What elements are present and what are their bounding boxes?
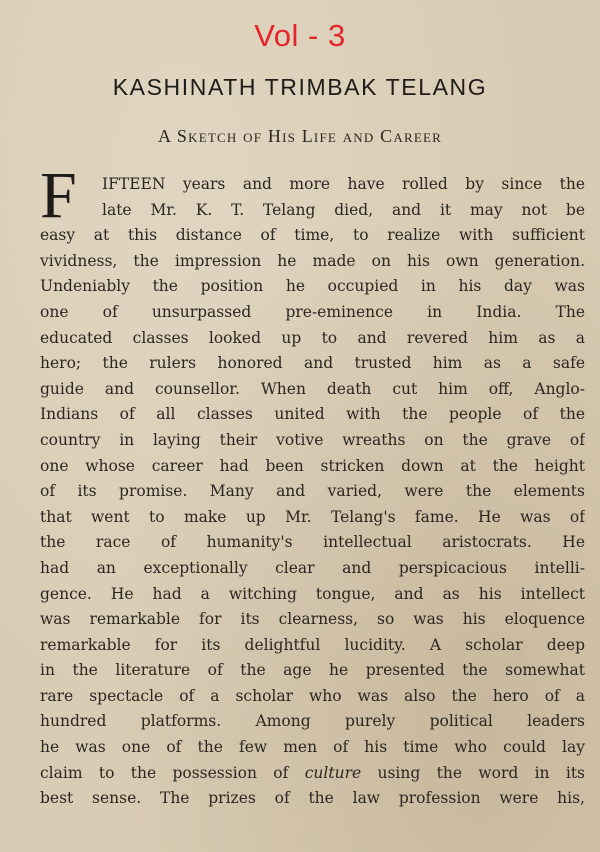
body-line: vividness, the impression he made on his own generation. — [40, 251, 585, 270]
body-line: was remarkable for its clearness, so was his eloquence — [40, 610, 585, 629]
body-line: remarkable for its delightful lucidity. A scholar deep — [40, 635, 585, 654]
body-line: the race of humanity's intellectual aristocrats. He — [40, 533, 585, 552]
body-line: one of unsurpassed pre-eminence in India. The — [40, 302, 585, 321]
article-title: KASHINATH TRIMBAK TELANG — [112, 74, 488, 100]
body-line: he was one of the few men of his time who could lay — [40, 738, 585, 757]
body-line: Undeniably the position he occupied in his day was — [40, 277, 585, 296]
body-line: hero; the rulers honored and trusted him as a safe — [40, 354, 585, 373]
volume-label: Vol - 3 — [254, 18, 346, 53]
body-line: late Mr. K. T. Telang died, and it may not be — [102, 200, 585, 219]
body-line: easy at this distance of time, to realize with sufficient — [40, 226, 585, 245]
emphasized-word: culture — [304, 763, 362, 782]
body-line: had an exceptionally clear and perspicacious intelli- — [40, 558, 585, 577]
body-line: best sense. The prizes of the law profession were his, — [40, 789, 585, 808]
body-line: in the literature of the age he presented the somewhat — [40, 661, 585, 680]
body-line: that went to make up Mr. Telang's fame. He was of — [40, 507, 585, 526]
body-line: guide and counsellor. When death cut him off, Anglo- — [40, 379, 585, 398]
body-line: Indians of all classes united with the people of the — [40, 405, 585, 424]
body-line: rare spectacle of a scholar who was also the hero of a — [40, 686, 585, 705]
body-line: country in laying their votive wreaths on the grave of — [40, 430, 585, 449]
body-line: hundred platforms. Among purely political leaders — [40, 712, 585, 731]
body-line-with-emphasis — [40, 761, 585, 787]
body-line: one whose career had been stricken down at the height — [40, 456, 585, 475]
body-line: educated classes looked up to and revered him as a — [40, 328, 585, 347]
body-line: of its promise. Many and varied, were the elements — [40, 482, 585, 501]
drop-cap: F — [40, 159, 77, 232]
body-line-part: using the word in its — [377, 763, 585, 782]
article-body — [40, 172, 585, 812]
body-line-part: claim to the possession of — [40, 763, 289, 782]
body-line: gence. He had a witching tongue, and as his intellect — [40, 584, 585, 603]
article-subtitle: A Sketch of His Life and Career — [158, 126, 442, 146]
body-line: IFTEEN years and more have rolled by since the — [102, 175, 585, 193]
